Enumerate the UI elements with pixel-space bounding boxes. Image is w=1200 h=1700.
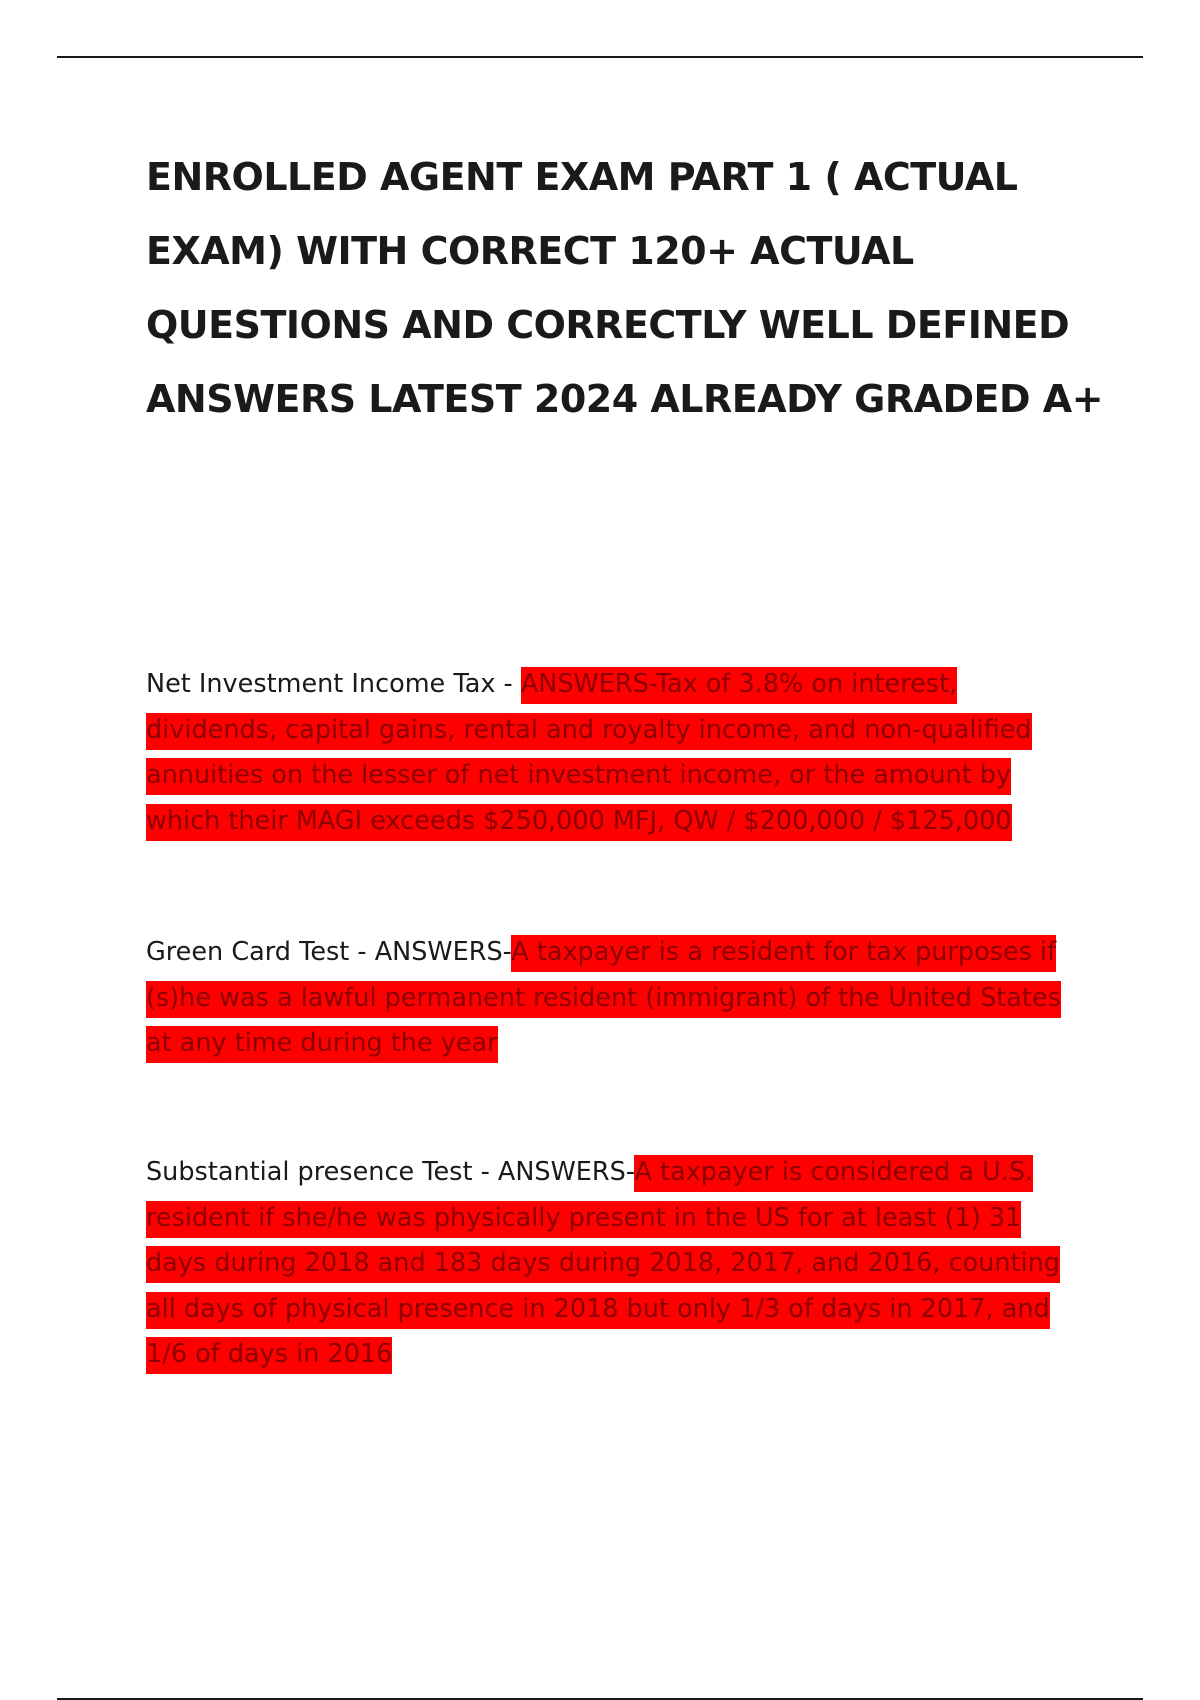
question-text: Net Investment Income Tax - [146, 669, 521, 699]
question-text: Substantial presence Test - ANSWERS- [146, 1157, 635, 1187]
document-title: ENROLLED AGENT EXAM PART 1 ( ACTUAL EXAM) WITH CORRECT 120+ ACTUAL QUESTIONS AND CORRECTLY WELL DEFINED ANSWERS LATEST 2024 ALREADY GRADED A+ [146, 155, 1104, 421]
qa-item-net-investment-income-tax [146, 662, 1086, 844]
qa-item-green-card-test [146, 930, 1086, 1067]
highlighted-answer: ANSWERS-Tax of 3.8% on interest, dividends, capital gains, rental and royalty income, and non-qualified annuities on the lesser of net investment income, or the amount by which their MAGI exceeds $250,000 MFJ, QW / $200,000 / $125,000 [146, 667, 1032, 841]
highlighted-answer: A taxpayer is a resident for tax purposes if (s)he was a lawful permanent resident (immigrant) of the United States at any time during the year [146, 935, 1061, 1063]
highlighted-answer: A taxpayer is considered a U.S. resident if she/he was physically present in the US for at least (1) 31 days during 2018 and 183 days during 2018, 2017, and 2016, counting all days of physical presence in 2018 but only 1/3 of days in 2017, and 1/6 of days in 2016 [146, 1155, 1060, 1374]
question-text: Green Card Test - ANSWERS- [146, 937, 512, 967]
qa-item-substantial-presence-test [146, 1150, 1086, 1378]
top-rule [57, 56, 1143, 58]
